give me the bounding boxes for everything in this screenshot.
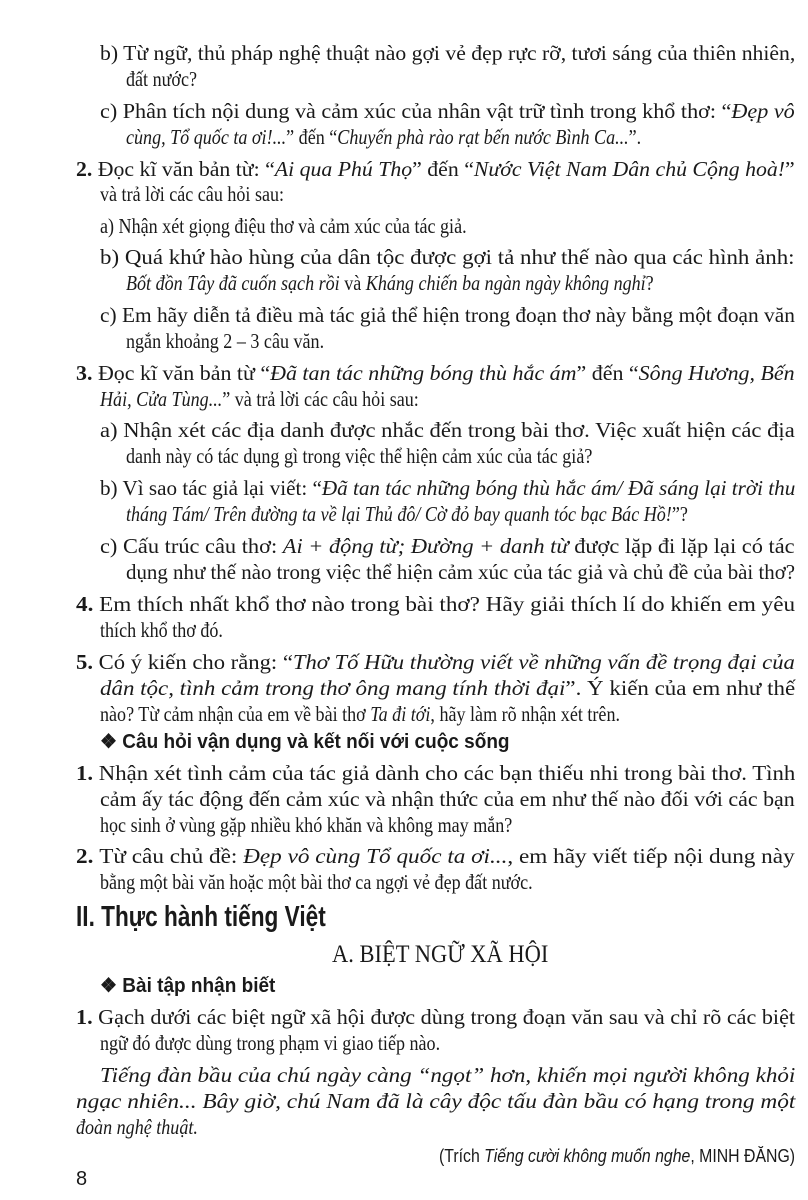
italic-text: Đã tan tác những bóng thù hắc ám bbox=[270, 361, 577, 385]
text-segment: 1. bbox=[76, 761, 99, 785]
text-segment: bằng một bài văn hoặc một bài thơ ca ngợi vẻ đẹp đất nước. bbox=[100, 870, 533, 894]
text-segment: 1. bbox=[76, 1005, 99, 1029]
text-line bbox=[100, 786, 795, 812]
italic-text: dân tộc, tình cảm trong thơ ông mang tính thời đại bbox=[100, 676, 566, 700]
text-segment: ”. bbox=[628, 125, 642, 149]
text-segment: ”? bbox=[671, 502, 688, 526]
italic-text: Kháng chiến ba ngàn ngày không nghỉ bbox=[365, 271, 646, 295]
text-segment: nào? Từ cảm nhận của em về bài thơ bbox=[100, 702, 371, 726]
text-line bbox=[100, 812, 512, 838]
text-segment: đất nước? bbox=[126, 67, 197, 91]
text-line bbox=[100, 302, 795, 328]
text-segment: a) Nhận xét các địa danh được nhắc đến trong bài thơ. Việc xuất hiện các địa bbox=[100, 418, 795, 442]
text-segment: A. BIỆT NGỮ XÃ HỘI bbox=[332, 941, 549, 968]
text-segment: c) Em hãy diễn tả điều mà tác giả thể hiện trong đoạn thơ này bằng một đoạn văn bbox=[100, 303, 795, 327]
text-segment: cảm ấy tác động đến cảm xúc và nhận thức của em như thế nào đối với các bạn bbox=[100, 787, 795, 811]
text-segment: Có ý kiến cho rằng: “ bbox=[98, 650, 293, 674]
excerpt-line bbox=[76, 1114, 198, 1140]
text-line bbox=[100, 213, 467, 239]
subsection-title bbox=[332, 940, 548, 970]
italic-text: ngạc nhiên... Bây giờ, chú Nam đã là cây độc tấu đàn bầu có hạng trong một bbox=[76, 1089, 796, 1113]
italic-text: Đã tan tác những bóng thù hắc ám/ Đã sáng lại trời thu bbox=[321, 476, 796, 500]
excerpt-line bbox=[76, 1088, 795, 1114]
text-segment: a) Nhận xét giọng điệu thơ và cảm xúc của tác giả. bbox=[100, 214, 467, 238]
text-line bbox=[100, 417, 795, 443]
citation bbox=[439, 1143, 795, 1169]
italic-text: Hải, Cửa Tùng... bbox=[100, 387, 223, 411]
italic-text: Chuyến phà rào rạt bến nước Bình Ca... bbox=[337, 125, 629, 149]
text-segment: được lặp đi lặp lại có tác bbox=[568, 534, 795, 558]
text-segment: ”. Ý kiến của em như thế bbox=[565, 676, 796, 700]
text-line bbox=[76, 760, 795, 786]
text-segment: , em hãy viết tiếp nội dung này bbox=[507, 844, 795, 868]
text-segment: II. Thực hành tiếng Việt bbox=[76, 901, 326, 933]
text-segment: ” và trả lời các câu hỏi sau: bbox=[222, 387, 419, 411]
italic-text: Đẹp vô bbox=[731, 99, 795, 123]
text-segment: , MINH ĐĂNG) bbox=[689, 1146, 795, 1166]
text-line bbox=[76, 1004, 795, 1030]
text-line bbox=[126, 124, 641, 150]
text-segment: ngắn khoảng 2 – 3 câu văn. bbox=[126, 329, 325, 353]
question-5 bbox=[76, 649, 795, 675]
text-segment: Gạch dưới các biệt ngữ xã hội được dùng trong đoạn văn sau và chỉ rõ các biệt bbox=[98, 1005, 796, 1029]
text-segment: ” bbox=[785, 157, 795, 181]
page-number: 8 bbox=[76, 1168, 88, 1190]
text-segment: Từ câu chủ đề: bbox=[99, 844, 244, 868]
text-segment: học sinh ở vùng gặp nhiều khó khăn và không may mắn? bbox=[100, 813, 513, 837]
italic-text: Nước Việt Nam Dân chủ Cộng hoà! bbox=[473, 157, 786, 181]
text-segment: 4. bbox=[76, 592, 100, 616]
text-line bbox=[76, 843, 795, 869]
text-segment: danh này có tác dụng gì trong việc thể hiện cảm xúc của tác giả? bbox=[126, 444, 593, 468]
text-segment: c) Phân tích nội dung và cảm xúc của nhân vật trữ tình trong khổ thơ: “ bbox=[100, 99, 732, 123]
section-heading-apply bbox=[100, 729, 510, 755]
text-line bbox=[100, 244, 795, 270]
text-segment: 3. bbox=[76, 361, 98, 385]
text-segment: dụng như thế nào trong việc thể hiện cảm xúc của tác giả và chủ đề của bài thơ? bbox=[126, 560, 796, 584]
text-segment: b) Từ ngữ, thủ pháp nghệ thuật nào gợi vẻ đẹp rực rỡ, tươi sáng của thiên nhiên, bbox=[100, 41, 796, 65]
question-2 bbox=[76, 156, 795, 182]
text-segment: ” đến “ bbox=[576, 361, 639, 385]
question-b-line bbox=[100, 40, 795, 66]
text-line bbox=[100, 675, 795, 701]
text-line bbox=[126, 66, 197, 92]
text-segment: ? bbox=[645, 271, 654, 295]
italic-text: Sông Hương, Bến bbox=[638, 361, 795, 385]
text-segment: Nhận xét tình cảm của tác giả dành cho các bạn thiếu nhi trong bài thơ. Tình bbox=[98, 761, 796, 785]
text-line bbox=[100, 1030, 440, 1056]
text-segment: Đọc kĩ văn bản từ “ bbox=[97, 361, 271, 385]
text-segment: và trả lời các câu hỏi sau: bbox=[100, 182, 285, 206]
text-line bbox=[100, 181, 284, 207]
excerpt-line bbox=[100, 1062, 795, 1088]
question-3 bbox=[76, 360, 795, 386]
text-segment: Đọc kĩ văn bản từ: “ bbox=[97, 157, 275, 181]
italic-text: cùng, Tổ quốc ta ơi!... bbox=[126, 125, 287, 149]
text-segment: b) Quá khứ hào hùng của dân tộc được gợi tả như thế nào qua các hình ảnh: bbox=[100, 245, 795, 269]
italic-text: Ai + động từ; Đường + danh từ bbox=[282, 534, 569, 558]
text-line bbox=[126, 501, 688, 527]
text-line bbox=[100, 533, 795, 559]
italic-text: Đẹp vô cùng Tổ quốc ta ơi... bbox=[243, 844, 508, 868]
section-heading-identify bbox=[100, 973, 275, 999]
text-line bbox=[100, 869, 533, 895]
text-segment: ❖ Bài tập nhận biết bbox=[100, 975, 276, 997]
question-4 bbox=[76, 591, 795, 617]
text-segment: 2. bbox=[76, 844, 100, 868]
section-title-practice bbox=[76, 900, 326, 934]
text-line bbox=[126, 328, 324, 354]
text-line bbox=[126, 559, 795, 585]
italic-text: Ai qua Phú Thọ bbox=[274, 157, 413, 181]
text-segment: c) Cấu trúc câu thơ: bbox=[100, 534, 283, 558]
italic-text: Ta đi tới bbox=[370, 702, 431, 726]
text-segment: ” đến “ bbox=[286, 125, 338, 149]
text-segment: 2. bbox=[76, 157, 98, 181]
text-segment: ❖ Câu hỏi vận dụng và kết nối với cuộc sống bbox=[100, 731, 510, 753]
text-segment: Em thích nhất khổ thơ nào trong bài thơ? Hãy giải thích lí do khiến em yêu bbox=[99, 592, 796, 616]
text-segment: b) Vì sao tác giả lại viết: “ bbox=[100, 476, 322, 500]
italic-text: Tiếng cười không muốn nghe bbox=[483, 1146, 690, 1166]
italic-text: Thơ Tố Hữu thường viết về những vấn đề trọng đại của bbox=[292, 650, 795, 674]
text-segment: (Trích bbox=[438, 1146, 484, 1166]
text-line bbox=[100, 701, 620, 727]
text-line bbox=[100, 617, 223, 643]
text-line bbox=[100, 98, 795, 124]
text-segment: và bbox=[339, 271, 366, 295]
text-segment: 5. bbox=[76, 650, 99, 674]
text-line bbox=[126, 270, 654, 296]
text-line bbox=[126, 443, 592, 469]
italic-text: đoàn nghệ thuật. bbox=[76, 1115, 198, 1139]
text-segment: ngữ đó được dùng trong phạm vi giao tiếp nào. bbox=[100, 1031, 441, 1055]
text-line bbox=[100, 475, 795, 501]
text-segment: , hãy làm rõ nhận xét trên. bbox=[430, 702, 620, 726]
text-segment: thích khổ thơ đó. bbox=[100, 618, 223, 642]
text-line bbox=[100, 386, 419, 412]
text-segment: ” đến “ bbox=[412, 157, 474, 181]
italic-text: Tiếng đàn bầu của chú ngày càng “ngọt” hơn, khiến mọi người không khỏi bbox=[100, 1063, 796, 1087]
italic-text: Bốt đồn Tây đã cuốn sạch rồi bbox=[126, 271, 340, 295]
italic-text: tháng Tám/ Trên đường ta về lại Thủ đô/ Cờ đỏ bay quanh tóc bạc Bác Hồ! bbox=[126, 502, 672, 526]
